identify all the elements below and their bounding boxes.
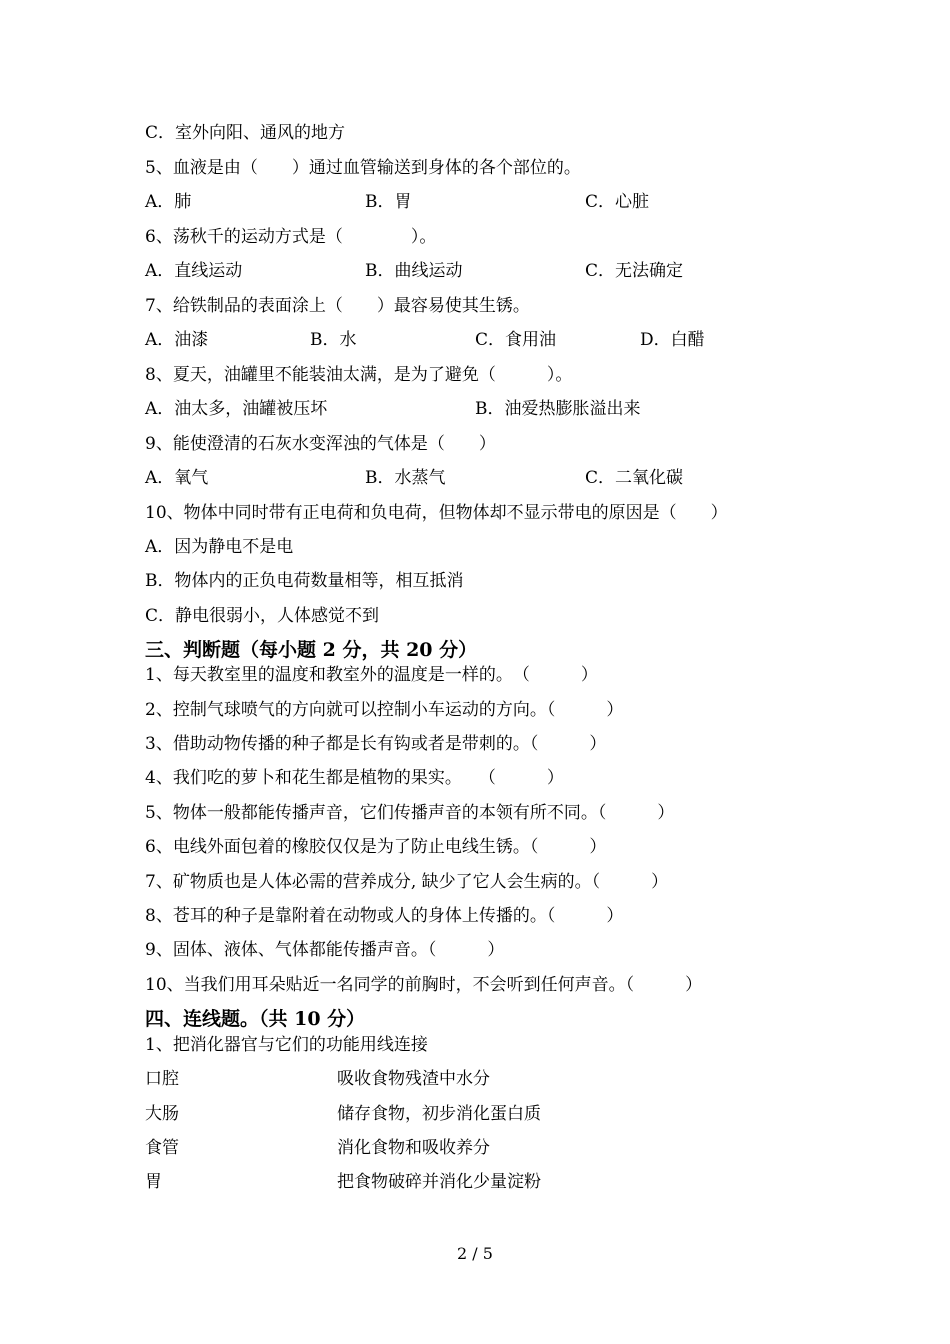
option-7c: C．食用油 [475,330,557,350]
option-5b: B．胃 [365,192,412,212]
options-5 [145,192,845,212]
option-9b: B．水蒸气 [365,468,446,488]
option-6c: C．无法确定 [585,261,684,281]
option-6a: A．直线运动 [145,261,243,281]
page-number: 2 / 5 [457,1244,493,1263]
judge-item-7: 7、矿物质也是人体必需的营养成分, 缺少了它人会生病的。（ ） [145,872,669,892]
question-10: 10、物体中同时带有正电荷和负电荷，但物体却不显示带电的原因是（ ） [145,503,728,523]
option-8a: A．油太多，油罐被压坏 [145,399,328,419]
options-9 [145,468,845,488]
option-6b: B．曲线运动 [365,261,463,281]
judge-item-9: 9、固体、液体、气体都能传播声音。（ ） [145,940,505,960]
question-9: 9、能使澄清的石灰水变浑浊的气体是（ ） [145,434,496,454]
judge-item-6: 6、电线外面包着的橡胶仅仅是为了防止电线生锈。（ ） [145,837,607,857]
organ-label: 口腔 [145,1069,179,1089]
question-7: 7、给铁制品的表面涂上（ ）最容易使其生锈。 [145,296,530,316]
option-10b: B．物体内的正负电荷数量相等，相互抵消 [145,571,464,591]
option-4c: C．室外向阳、通风的地方 [145,123,346,143]
option-7d: D．白醋 [640,330,705,350]
matching-question-1: 1、把消化器官与它们的功能用线连接 [145,1035,428,1055]
judge-item-2: 2、控制气球喷气的方向就可以控制小车运动的方向。（ ） [145,700,624,720]
organ-label: 大肠 [145,1104,179,1124]
organ-label: 食管 [145,1138,179,1158]
judge-item-4: 4、我们吃的萝卜和花生都是植物的果实。 （ ） [145,768,564,788]
option-5a: A．肺 [145,192,192,212]
judge-item-1: 1、每天教室里的温度和教室外的温度是一样的。 （ ） [145,665,598,685]
option-9c: C．二氧化碳 [585,468,684,488]
organ-label: 胃 [145,1172,162,1192]
judge-item-10: 10、当我们用耳朵贴近一名同学的前胸时，不会听到任何声音。（ ） [145,975,703,995]
function-label: 储存食物，初步消化蛋白质 [337,1104,541,1124]
options-6 [145,261,845,281]
section-3-title: 三、判断题（每小题 2 分，共 20 分） [145,639,478,661]
option-7b: B．水 [310,330,357,350]
option-9a: A．氧气 [145,468,209,488]
matching-row [145,1069,645,1089]
question-5: 5、血液是由（ ）通过血管输送到身体的各个部位的。 [145,158,581,178]
option-10c: C．静电很弱小，人体感觉不到 [145,606,380,626]
option-8b: B．油爱热膨胀溢出来 [475,399,641,419]
function-label: 吸收食物残渣中水分 [337,1069,490,1089]
question-8: 8、夏天，油罐里不能装油太满，是为了避免（ ）。 [145,365,573,385]
option-7a: A．油漆 [145,330,209,350]
section-4-title: 四、连线题。（共 10 分） [145,1008,366,1030]
option-5c: C．心脏 [585,192,650,212]
judge-item-8: 8、苍耳的种子是靠附着在动物或人的身体上传播的。（ ） [145,906,624,926]
function-label: 把食物破碎并消化少量淀粉 [337,1172,541,1192]
options-8 [145,399,845,419]
options-7 [145,330,845,350]
option-10a: A．因为静电不是电 [145,537,294,557]
matching-row [145,1138,645,1158]
matching-row [145,1104,645,1124]
judge-item-5: 5、物体一般都能传播声音，它们传播声音的本领有所不同。（ ） [145,803,675,823]
matching-row [145,1172,645,1192]
judge-item-3: 3、借助动物传播的种子都是长有钩或者是带刺的。（ ） [145,734,607,754]
question-6: 6、荡秋千的运动方式是（ ）。 [145,227,437,247]
function-label: 消化食物和吸收养分 [337,1138,490,1158]
